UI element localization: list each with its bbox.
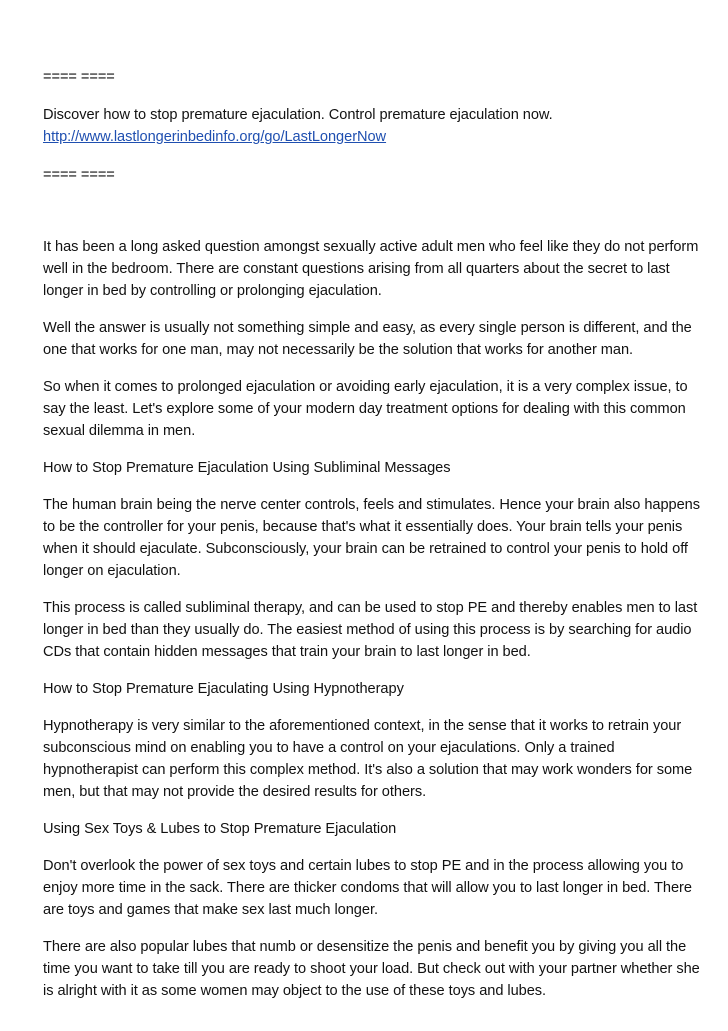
promo-link[interactable]: http://www.lastlongerinbedinfo.org/go/LastLongerNow <box>43 129 387 145</box>
paragraph-lubes: There are also popular lubes that numb or desensitize the penis and benefit you by giving you all the time you want to take till you are ready to shoot your load. But check out with your partner whether she is alright with it as some women may object to the use of these toys and lubes. <box>43 939 700 999</box>
tagline: Discover how to stop premature ejaculation. Control premature ejaculation now. <box>43 107 553 123</box>
separator-top: ==== ==== <box>43 69 115 85</box>
separator-bottom: ==== ==== <box>43 167 115 183</box>
paragraph-intro: It has been a long asked question amongst sexually active adult men who feel like they do not perform well in the bedroom. There are constant questions arising from all quarters about the secret to last longer in bed by controlling or prolonging ejaculation. <box>43 239 699 299</box>
header-block <box>43 104 703 148</box>
heading-subliminal: How to Stop Premature Ejaculation Using Subliminal Messages <box>43 460 451 476</box>
heading-hypnotherapy: How to Stop Premature Ejaculating Using Hypnotherapy <box>43 681 404 697</box>
document-page <box>43 66 703 1002</box>
heading-toys-lubes: Using Sex Toys & Lubes to Stop Premature Ejaculation <box>43 821 397 837</box>
paragraph-hypnotherapy: Hypnotherapy is very similar to the aforementioned context, in the sense that it works to retrain your subconscious mind on enabling you to have a control on your ejaculations. Only a trained hypnotherapist can perform this complex method. It's also a solution that may work wonders for some men, but that may not provide the desired results for others. <box>43 718 693 800</box>
paragraph-subliminal-therapy: This process is called subliminal therapy, and can be used to stop PE and thereby enables men to last longer in bed than they usually do. The easiest method of using this process is by searching for audio CDs that contain hidden messages that train your brain to last longer in bed. <box>43 600 698 660</box>
paragraph-brain: The human brain being the nerve center controls, feels and stimulates. Hence your brain also happens to be the controller for your penis, because that's what it essentially does. Your brain tells your penis when it should ejaculate. Subconsciously, your brain can be retrained to control your penis to hold off longer on ejaculation. <box>43 497 700 579</box>
paragraph-complex-issue: So when it comes to prolonged ejaculation or avoiding early ejaculation, it is a very complex issue, to say the least. Let's explore some of your modern day treatment options for dealing with this common sexual dilemma in men. <box>43 379 688 439</box>
paragraph-answer: Well the answer is usually not something simple and easy, as every single person is different, and the one that works for one man, may not necessarily be the solution that works for another man. <box>43 320 692 358</box>
paragraph-toys: Don't overlook the power of sex toys and certain lubes to stop PE and in the process allowing you to enjoy more time in the sack. There are thicker condoms that will allow you to last longer in bed. There are toys and games that make sex last much longer. <box>43 858 692 918</box>
